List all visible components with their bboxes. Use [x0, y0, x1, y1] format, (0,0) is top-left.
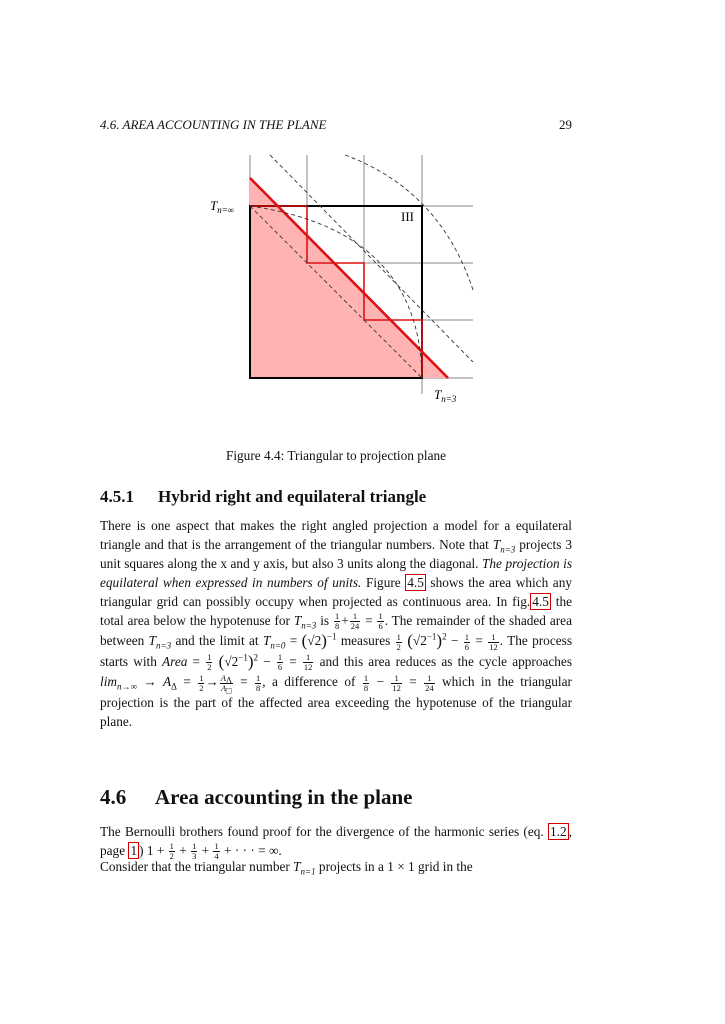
math-tn0: $T_{n=0}$ [262, 633, 286, 652]
header-section: 4.6. AREA ACCOUNTING IN THE PLANE [100, 117, 327, 132]
math-tn3: $T_{n=3}$ [293, 613, 317, 631]
emphasis-text: The projection is equilateral when expressed in numbers of units. [100, 556, 572, 590]
text: is [316, 613, 333, 628]
section-title: Hybrid right and equilateral triangle [158, 487, 427, 506]
math-harmonic-series: 1 + $\frac{1}{2}$ + $\frac{1}{3}$ + $\frac{1}{4}$ + · · · = ∞. [146, 841, 282, 862]
section-number: 4.5.1 [100, 487, 134, 506]
text: projects 3 unit squares along the x and y axis, but also 3 units along the diagonal. [100, 537, 572, 571]
paragraph-hybrid-triangle: There is one aspect that makes the right angled projection a model for a equilateral triangle and that is the arrangement of the triangular numbers. Note that $T_{n=3}$ projects 3 unit squares along the x and y axis, but also 3 units along the diagonal. The projection is equilateral when expressed in numbers of units. Figure 4.5 shows the area which any triangular grid can possibly occupy when projected as continuous area. In fig. 4.5 the total area below the hypotenuse for $T_{n=3}$ is $\frac{1}{8}$ + $\frac{1}{24}$ = $\frac{1}{6}$ . The remainder of the shaded area between $T_{n=3}$ and the limit at $T_{n=0} = (√2)^{-1}$ measures $\frac{1}{2}$ $(√2^{-1})^2$ − $\frac{1}{6}$ = $\frac{1}{12}$ . The process starts with Area = $\frac{1}{2}$ $(√2^{-1})^2$ − $\frac{1}{6}$ = $\frac{1}{12}$ and this area reduces as the cycle approaches $\lim_{n\to\infty} \to A_\Delta$ = $\frac{1}{2}$ → $\frac{A_\Delta}{A_□}$ = $\frac{1}{8}$ , a difference of $\frac{1}{8}$ − $\frac{1}{12}$ = $\frac{1}{24}$ which in the triangular projection is the part of the affected area exceeding the hypotenuse of the triangular plane. [100, 518, 573, 729]
text: the total area below the hypotenuse for [100, 594, 572, 628]
math-sqrt2-inverse: $(√2)^{-1}$ [301, 631, 337, 651]
figure-ref-link[interactable]: 4.5 [407, 575, 424, 590]
label-t-n3: $T_{n=3}$ [434, 387, 457, 404]
math-difference: $\frac{1}{8}$ − $\frac{1}{12}$ = $\frac{1}{24}$ [363, 672, 434, 693]
text: shows the area which any triangular grid can possibly occupy when projected as continuous area. In fig. [100, 575, 572, 609]
text: and the limit at [171, 633, 263, 649]
label-t-infinity: $T_{n=\infty}$ [210, 198, 235, 215]
text: and this area reduces as the cycle approaches [314, 653, 573, 669]
section-title: Area accounting in the plane [155, 785, 413, 809]
text: measures [336, 633, 395, 649]
figure-ref-link[interactable]: 4.5 [532, 594, 549, 609]
section-heading-4-5-1 [100, 487, 426, 507]
math-sum-fractions: $\frac{1}{8}$ + $\frac{1}{24}$ = $\frac{1}{6}$ [334, 611, 383, 632]
text: ) [139, 843, 147, 858]
text: There is one aspect that makes the right angled projection a model for a equilateral triangle and that is the arrangement of the triangular numbers. Note that [100, 518, 572, 552]
page-ref-link[interactable]: 1 [130, 843, 138, 858]
text: . The remainder of the shaded area between [100, 613, 572, 649]
figure-caption: Figure 4.4: Triangular to projection plane [225, 448, 447, 463]
figure-triangular-projection [0, 0, 725, 440]
text: Figure [361, 575, 406, 590]
paragraph-consider [100, 857, 572, 876]
text: projects in a 1 × 1 grid in the [315, 859, 473, 874]
math-tn3: $T_{n=3}$ [148, 633, 172, 652]
section-heading-4-6 [100, 785, 412, 810]
text: Consider that the triangular number [100, 859, 294, 874]
math-remainder: $\frac{1}{2}$ $(√2^{-1})^2$ − $\frac{1}{6}$ = $\frac{1}{12}$ [396, 631, 498, 652]
label-region-iii: III [401, 209, 414, 224]
page-number: 29 [559, 117, 572, 132]
math-limit: $\lim_{n\to\infty} \to A_\Delta$ = $\frac{1}{2}$ → $\frac{A_\Delta}{A_□}$ = $\frac{1}{8}$ [100, 672, 261, 696]
text: which in the triangular projection is the part of the affected area exceeding the hypotenuse of the triangular plane. [100, 674, 572, 729]
text: , a difference of [262, 674, 362, 690]
math-tn1: $T_{n=1}$ [293, 859, 316, 877]
text: , page [100, 824, 572, 858]
math-tn3: $T_{n=3}$ [492, 537, 516, 555]
math-area-start: Area = $\frac{1}{2}$ $(√2^{-1})^2$ − $\frac{1}{6}$ = $\frac{1}{12}$ [162, 651, 313, 673]
paragraph-bernoulli [100, 822, 572, 861]
text: . The process starts with [100, 633, 572, 669]
section-number: 4.6 [100, 785, 127, 809]
equation-ref-link[interactable]: 1.2 [550, 824, 567, 839]
text: The Bernoulli brothers found proof for the divergence of the harmonic series (eq. [100, 824, 549, 839]
